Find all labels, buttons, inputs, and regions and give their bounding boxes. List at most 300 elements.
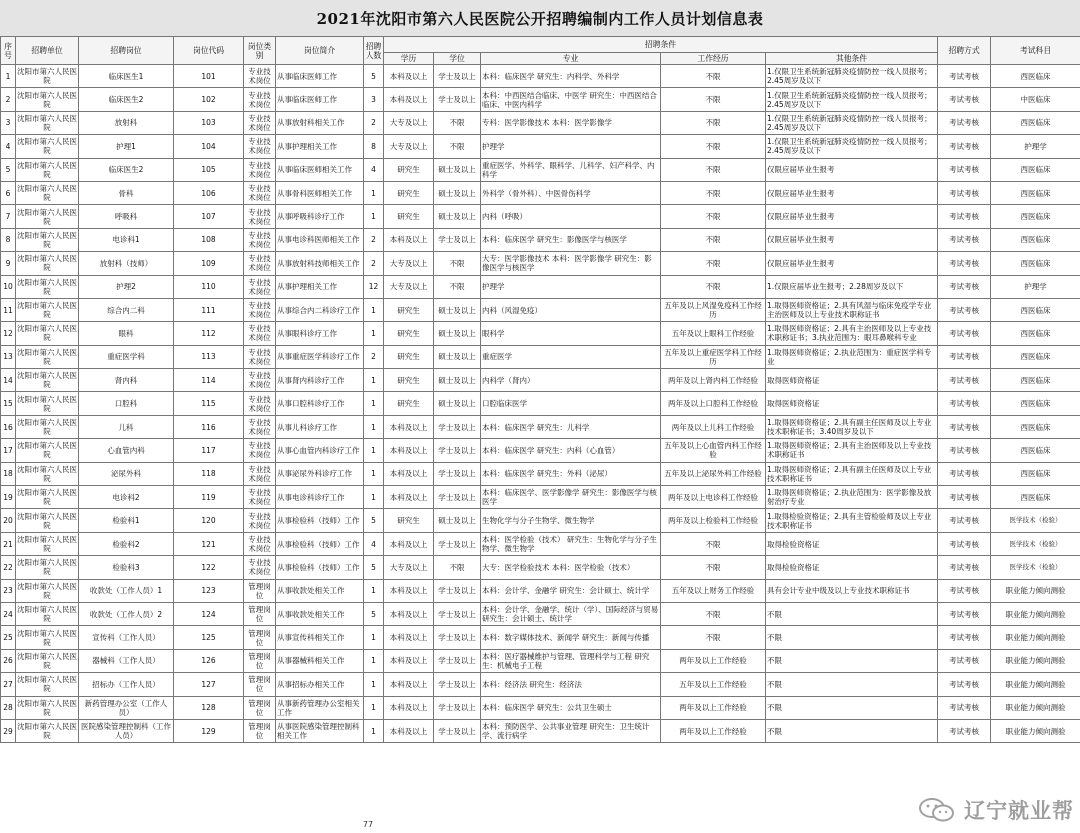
table-row <box>1 649 1080 672</box>
cell-count: 1 <box>364 673 384 696</box>
cell-category: 专业技术岗位 <box>244 298 276 321</box>
cell-position: 心血管内科 <box>79 439 174 462</box>
cell-position: 医院感染管理控制科（工作人员） <box>79 719 174 742</box>
cell-intro: 从事临床医师工作 <box>276 65 364 88</box>
cell-category: 专业技术岗位 <box>244 135 276 158</box>
cell-intro: 从事综合内二科诊疗工作 <box>276 298 364 321</box>
cell-category: 专业技术岗位 <box>244 462 276 485</box>
cell-experience: 五年及以上重症医学科工作经历 <box>661 345 766 368</box>
cell-other: 1.取得检验资格证；2.具有主管检验师及以上专业技术职称证书 <box>766 509 938 532</box>
cell-other: 不限 <box>766 696 938 719</box>
cell-code: 103 <box>174 111 244 134</box>
cell-position: 电诊科1 <box>79 228 174 251</box>
cell-category: 专业技术岗位 <box>244 486 276 509</box>
cell-code: 124 <box>174 602 244 625</box>
cell-seq: 21 <box>1 532 16 555</box>
cell-other: 1.取得医师资格证；2.具有主治医师及以上专业技术职称证书 <box>766 439 938 462</box>
cell-other: 仅限应届毕业生报考 <box>766 252 938 275</box>
cell-other: 1.仅限卫生系统新冠肺炎疫情防控一线人员报考；2.45周岁及以下 <box>766 88 938 111</box>
table-row <box>1 719 1080 742</box>
cell-category: 专业技术岗位 <box>244 88 276 111</box>
cell-other: 不限 <box>766 649 938 672</box>
cell-degree: 不限 <box>434 252 481 275</box>
cell-degree: 不限 <box>434 556 481 579</box>
cell-major: 本科：会计学、金融学 研究生：会计硕士、统计学 <box>481 579 661 602</box>
cell-major: 护理学 <box>481 275 661 298</box>
table-row <box>1 205 1080 228</box>
cell-experience: 两年及以上工作经验 <box>661 719 766 742</box>
cell-seq: 23 <box>1 579 16 602</box>
cell-category: 专业技术岗位 <box>244 439 276 462</box>
cell-seq: 11 <box>1 298 16 321</box>
cell-count: 2 <box>364 228 384 251</box>
cell-method: 考试考核 <box>938 486 991 509</box>
cell-seq: 15 <box>1 392 16 415</box>
cell-category: 管理岗位 <box>244 673 276 696</box>
watermark <box>916 795 1074 825</box>
cell-degree: 学士及以上 <box>434 88 481 111</box>
cell-count: 1 <box>364 392 384 415</box>
cell-degree: 硕士及以上 <box>434 158 481 181</box>
header-conditions: 招聘条件 <box>384 37 938 53</box>
cell-unit: 沈阳市第六人民医院 <box>16 602 79 625</box>
cell-degree: 不限 <box>434 111 481 134</box>
cell-count: 5 <box>364 556 384 579</box>
table-row <box>1 65 1080 88</box>
cell-code: 122 <box>174 556 244 579</box>
cell-experience: 不限 <box>661 532 766 555</box>
cell-seq: 28 <box>1 696 16 719</box>
cell-intro: 从事新药管理办公室相关工作 <box>276 696 364 719</box>
table-row <box>1 252 1080 275</box>
cell-method: 考试考核 <box>938 369 991 392</box>
cell-method: 考试考核 <box>938 626 991 649</box>
cell-code: 114 <box>174 369 244 392</box>
cell-degree: 学士及以上 <box>434 228 481 251</box>
cell-subject: 西医临床 <box>991 111 1080 134</box>
cell-category: 专业技术岗位 <box>244 205 276 228</box>
cell-education: 研究生 <box>384 205 434 228</box>
cell-intro: 从事护理相关工作 <box>276 275 364 298</box>
cell-intro: 从事肾内科诊疗工作 <box>276 369 364 392</box>
cell-major: 重症医学 <box>481 345 661 368</box>
cell-experience: 不限 <box>661 135 766 158</box>
cell-unit: 沈阳市第六人民医院 <box>16 158 79 181</box>
cell-major: 本科：医疗器械维护与管理、管理科学与工程 研究生：机械电子工程 <box>481 649 661 672</box>
table-row <box>1 696 1080 719</box>
cell-count: 4 <box>364 532 384 555</box>
cell-position: 临床医生2 <box>79 158 174 181</box>
cell-subject: 西医临床 <box>991 415 1080 438</box>
cell-code: 129 <box>174 719 244 742</box>
cell-code: 113 <box>174 345 244 368</box>
cell-intro: 从事重症医学科诊疗工作 <box>276 345 364 368</box>
cell-count: 1 <box>364 298 384 321</box>
cell-education: 本科及以上 <box>384 486 434 509</box>
cell-seq: 8 <box>1 228 16 251</box>
cell-subject: 职业能力倾向测验 <box>991 649 1080 672</box>
cell-category: 管理岗位 <box>244 602 276 625</box>
cell-unit: 沈阳市第六人民医院 <box>16 369 79 392</box>
cell-category: 专业技术岗位 <box>244 415 276 438</box>
cell-unit: 沈阳市第六人民医院 <box>16 205 79 228</box>
cell-seq: 2 <box>1 88 16 111</box>
cell-experience: 不限 <box>661 111 766 134</box>
cell-position: 眼科 <box>79 322 174 345</box>
cell-seq: 27 <box>1 673 16 696</box>
cell-major: 本科：临床医学 研究生：内科学、外科学 <box>481 65 661 88</box>
cell-experience: 五年及以上眼科工作经验 <box>661 322 766 345</box>
cell-experience: 五年及以上心血管内科工作经验 <box>661 439 766 462</box>
cell-position: 临床医生2 <box>79 88 174 111</box>
cell-count: 5 <box>364 509 384 532</box>
cell-seq: 9 <box>1 252 16 275</box>
cell-subject: 西医临床 <box>991 392 1080 415</box>
cell-seq: 29 <box>1 719 16 742</box>
cell-subject: 西医临床 <box>991 462 1080 485</box>
cell-unit: 沈阳市第六人民医院 <box>16 532 79 555</box>
cell-other: 1.取得医师资格证；2.具有副主任医师及以上专业技术职称证书 <box>766 462 938 485</box>
cell-method: 考试考核 <box>938 228 991 251</box>
cell-code: 117 <box>174 439 244 462</box>
cell-position: 重症医学科 <box>79 345 174 368</box>
cell-count: 12 <box>364 275 384 298</box>
cell-education: 本科及以上 <box>384 602 434 625</box>
cell-position: 宣传科（工作人员） <box>79 626 174 649</box>
cell-major: 生物化学与分子生物学、微生物学 <box>481 509 661 532</box>
cell-intro: 从事收款处相关工作 <box>276 602 364 625</box>
cell-intro: 从事心血管内科诊疗工作 <box>276 439 364 462</box>
cell-subject: 职业能力倾向测验 <box>991 673 1080 696</box>
cell-code: 128 <box>174 696 244 719</box>
cell-category: 专业技术岗位 <box>244 532 276 555</box>
cell-method: 考试考核 <box>938 88 991 111</box>
cell-education: 本科及以上 <box>384 579 434 602</box>
cell-degree: 学士及以上 <box>434 532 481 555</box>
cell-intro: 从事呼吸科诊疗工作 <box>276 205 364 228</box>
cell-intro: 从事电诊科诊疗工作 <box>276 486 364 509</box>
cell-education: 本科及以上 <box>384 696 434 719</box>
cell-intro: 从事眼科诊疗工作 <box>276 322 364 345</box>
cell-count: 1 <box>364 205 384 228</box>
cell-unit: 沈阳市第六人民医院 <box>16 649 79 672</box>
total-count: 77 <box>362 820 374 829</box>
cell-subject: 医学技术（检验） <box>991 509 1080 532</box>
cell-unit: 沈阳市第六人民医院 <box>16 345 79 368</box>
table-row <box>1 111 1080 134</box>
table-body <box>1 65 1080 743</box>
cell-category: 管理岗位 <box>244 626 276 649</box>
table-row <box>1 509 1080 532</box>
cell-method: 考试考核 <box>938 696 991 719</box>
cell-category: 管理岗位 <box>244 579 276 602</box>
cell-position: 综合内二科 <box>79 298 174 321</box>
cell-method: 考试考核 <box>938 649 991 672</box>
cell-unit: 沈阳市第六人民医院 <box>16 509 79 532</box>
cell-category: 管理岗位 <box>244 649 276 672</box>
cell-degree: 学士及以上 <box>434 65 481 88</box>
cell-degree: 学士及以上 <box>434 579 481 602</box>
cell-count: 3 <box>364 88 384 111</box>
cell-other: 1.仅限卫生系统新冠肺炎疫情防控一线人员报考；2.45周岁及以下 <box>766 65 938 88</box>
cell-other: 1.仅限卫生系统新冠肺炎疫情防控一线人员报考；2.45周岁及以下 <box>766 135 938 158</box>
cell-education: 本科及以上 <box>384 88 434 111</box>
header-method: 招聘方式 <box>938 37 991 65</box>
cell-method: 考试考核 <box>938 298 991 321</box>
cell-education: 本科及以上 <box>384 462 434 485</box>
cell-other: 1.取得医师资格证；2.具有副主任医师及以上专业技术职称证书；3.40周岁及以下 <box>766 415 938 438</box>
cell-intro: 从事器械科相关工作 <box>276 649 364 672</box>
cell-method: 考试考核 <box>938 439 991 462</box>
cell-count: 5 <box>364 602 384 625</box>
cell-code: 116 <box>174 415 244 438</box>
cell-degree: 学士及以上 <box>434 602 481 625</box>
cell-position: 收款处（工作人员）2 <box>79 602 174 625</box>
cell-subject: 职业能力倾向测验 <box>991 602 1080 625</box>
table-row <box>1 579 1080 602</box>
cell-other: 不限 <box>766 602 938 625</box>
cell-education: 研究生 <box>384 509 434 532</box>
cell-intro: 从事放射科相关工作 <box>276 111 364 134</box>
table-row <box>1 462 1080 485</box>
cell-education: 大专及以上 <box>384 275 434 298</box>
header-degree: 学位 <box>434 53 481 65</box>
cell-major: 本科：医学检验（技术） 研究生：生物化学与分子生物学、微生物学 <box>481 532 661 555</box>
cell-code: 127 <box>174 673 244 696</box>
cell-intro: 从事收款处相关工作 <box>276 579 364 602</box>
cell-unit: 沈阳市第六人民医院 <box>16 556 79 579</box>
cell-count: 1 <box>364 322 384 345</box>
cell-count: 4 <box>364 158 384 181</box>
cell-education: 研究生 <box>384 345 434 368</box>
cell-method: 考试考核 <box>938 719 991 742</box>
cell-seq: 6 <box>1 181 16 204</box>
cell-major: 本科：中西医结合临床、中医学 研究生：中西医结合临床、中医内科学 <box>481 88 661 111</box>
cell-category: 专业技术岗位 <box>244 509 276 532</box>
cell-seq: 4 <box>1 135 16 158</box>
table-row <box>1 135 1080 158</box>
cell-seq: 12 <box>1 322 16 345</box>
cell-experience: 不限 <box>661 556 766 579</box>
cell-intro: 从事招标办相关工作 <box>276 673 364 696</box>
cell-unit: 沈阳市第六人民医院 <box>16 696 79 719</box>
cell-major: 大专：医学影像技术 本科：医学影像学 研究生：影像医学与核医学 <box>481 252 661 275</box>
cell-subject: 护理学 <box>991 135 1080 158</box>
cell-intro: 从事护理相关工作 <box>276 135 364 158</box>
cell-seq: 18 <box>1 462 16 485</box>
cell-other: 取得检验资格证 <box>766 556 938 579</box>
cell-count: 1 <box>364 626 384 649</box>
cell-other: 仅限应届毕业生报考 <box>766 181 938 204</box>
cell-method: 考试考核 <box>938 135 991 158</box>
cell-experience: 五年及以上财务工作经验 <box>661 579 766 602</box>
cell-subject: 中医临床 <box>991 88 1080 111</box>
cell-experience: 两年及以上肾内科工作经验 <box>661 369 766 392</box>
cell-unit: 沈阳市第六人民医院 <box>16 392 79 415</box>
header-education: 学历 <box>384 53 434 65</box>
cell-major: 本科：临床医学 研究生：内科（心血管） <box>481 439 661 462</box>
cell-major: 本科：临床医学 研究生：公共卫生硕士 <box>481 696 661 719</box>
cell-category: 专业技术岗位 <box>244 228 276 251</box>
cell-education: 本科及以上 <box>384 532 434 555</box>
cell-method: 考试考核 <box>938 158 991 181</box>
table-row <box>1 345 1080 368</box>
header-experience: 工作经历 <box>661 53 766 65</box>
cell-subject: 西医临床 <box>991 252 1080 275</box>
cell-unit: 沈阳市第六人民医院 <box>16 579 79 602</box>
cell-subject: 西医临床 <box>991 439 1080 462</box>
cell-category: 管理岗位 <box>244 696 276 719</box>
cell-education: 研究生 <box>384 369 434 392</box>
cell-code: 119 <box>174 486 244 509</box>
cell-experience: 不限 <box>661 88 766 111</box>
table-header <box>1 37 1080 65</box>
cell-subject: 职业能力倾向测验 <box>991 579 1080 602</box>
cell-category: 专业技术岗位 <box>244 392 276 415</box>
cell-subject: 职业能力倾向测验 <box>991 719 1080 742</box>
table-row <box>1 602 1080 625</box>
cell-degree: 学士及以上 <box>434 462 481 485</box>
cell-method: 考试考核 <box>938 345 991 368</box>
cell-method: 考试考核 <box>938 205 991 228</box>
cell-method: 考试考核 <box>938 509 991 532</box>
cell-position: 泌尿外科 <box>79 462 174 485</box>
cell-position: 新药管理办公室（工作人员） <box>79 696 174 719</box>
cell-count: 1 <box>364 369 384 392</box>
cell-education: 本科及以上 <box>384 228 434 251</box>
cell-subject: 西医临床 <box>991 298 1080 321</box>
header-subject: 考试科目 <box>991 37 1080 65</box>
cell-experience: 不限 <box>661 602 766 625</box>
cell-intro: 从事儿科诊疗工作 <box>276 415 364 438</box>
cell-method: 考试考核 <box>938 556 991 579</box>
cell-position: 儿科 <box>79 415 174 438</box>
cell-category: 专业技术岗位 <box>244 252 276 275</box>
cell-degree: 硕士及以上 <box>434 298 481 321</box>
cell-code: 104 <box>174 135 244 158</box>
table-row <box>1 298 1080 321</box>
cell-method: 考试考核 <box>938 65 991 88</box>
table-row <box>1 486 1080 509</box>
cell-degree: 硕士及以上 <box>434 392 481 415</box>
cell-position: 放射科 <box>79 111 174 134</box>
cell-education: 本科及以上 <box>384 439 434 462</box>
cell-experience: 不限 <box>661 228 766 251</box>
cell-experience: 两年及以上儿科工作经验 <box>661 415 766 438</box>
cell-intro: 从事泌尿外科诊疗工作 <box>276 462 364 485</box>
cell-other: 仅限应届毕业生报考 <box>766 205 938 228</box>
cell-position: 电诊科2 <box>79 486 174 509</box>
cell-experience: 五年及以上风湿免疫科工作经历 <box>661 298 766 321</box>
cell-other: 取得医师资格证 <box>766 369 938 392</box>
cell-major: 护理学 <box>481 135 661 158</box>
cell-degree: 学士及以上 <box>434 626 481 649</box>
cell-seq: 3 <box>1 111 16 134</box>
cell-position: 检验科1 <box>79 509 174 532</box>
cell-education: 大专及以上 <box>384 111 434 134</box>
cell-count: 1 <box>364 462 384 485</box>
cell-code: 107 <box>174 205 244 228</box>
cell-count: 2 <box>364 345 384 368</box>
table-row <box>1 228 1080 251</box>
cell-position: 收款处（工作人员）1 <box>79 579 174 602</box>
cell-subject: 西医临床 <box>991 369 1080 392</box>
cell-major: 眼科学 <box>481 322 661 345</box>
cell-unit: 沈阳市第六人民医院 <box>16 228 79 251</box>
header-unit: 招聘单位 <box>16 37 79 65</box>
cell-category: 专业技术岗位 <box>244 275 276 298</box>
cell-major: 口腔临床医学 <box>481 392 661 415</box>
header-other: 其他条件 <box>766 53 938 65</box>
cell-unit: 沈阳市第六人民医院 <box>16 719 79 742</box>
cell-experience: 不限 <box>661 181 766 204</box>
cell-code: 109 <box>174 252 244 275</box>
cell-major: 内科（呼吸） <box>481 205 661 228</box>
cell-major: 本科：临床医学、医学影像学 研究生：影像医学与核医学 <box>481 486 661 509</box>
cell-unit: 沈阳市第六人民医院 <box>16 298 79 321</box>
cell-subject: 西医临床 <box>991 345 1080 368</box>
cell-other: 1.取得医师资格证；2.具有主治医师及以上专业技术职称证书；3.执业范围为：眼耳鼻喉科专业 <box>766 322 938 345</box>
cell-intro: 从事医院感染管理控制科相关工作 <box>276 719 364 742</box>
cell-education: 本科及以上 <box>384 65 434 88</box>
cell-seq: 24 <box>1 602 16 625</box>
cell-intro: 从事骨科医师相关工作 <box>276 181 364 204</box>
cell-subject: 医学技术（检验） <box>991 556 1080 579</box>
cell-education: 本科及以上 <box>384 415 434 438</box>
cell-code: 123 <box>174 579 244 602</box>
cell-unit: 沈阳市第六人民医院 <box>16 275 79 298</box>
cell-experience: 两年及以上工作经验 <box>661 696 766 719</box>
cell-code: 126 <box>174 649 244 672</box>
header-category: 岗位类别 <box>244 37 276 65</box>
table-row <box>1 556 1080 579</box>
cell-position: 肾内科 <box>79 369 174 392</box>
cell-experience: 五年及以上泌尿外科工作经验 <box>661 462 766 485</box>
cell-experience: 不限 <box>661 158 766 181</box>
cell-subject: 护理学 <box>991 275 1080 298</box>
cell-method: 考试考核 <box>938 602 991 625</box>
cell-code: 115 <box>174 392 244 415</box>
cell-count: 8 <box>364 135 384 158</box>
cell-position: 检验科3 <box>79 556 174 579</box>
cell-degree: 学士及以上 <box>434 649 481 672</box>
cell-other: 具有会计专业中级及以上专业技术职称证书 <box>766 579 938 602</box>
cell-subject: 医学技术（检验） <box>991 532 1080 555</box>
cell-code: 110 <box>174 275 244 298</box>
header-count: 招聘人数 <box>364 37 384 65</box>
cell-major: 本科：数字媒体技术、新闻学 研究生：新闻与传播 <box>481 626 661 649</box>
cell-education: 研究生 <box>384 158 434 181</box>
cell-count: 2 <box>364 111 384 134</box>
cell-code: 101 <box>174 65 244 88</box>
cell-degree: 硕士及以上 <box>434 322 481 345</box>
cell-subject: 西医临床 <box>991 181 1080 204</box>
cell-degree: 学士及以上 <box>434 673 481 696</box>
cell-code: 120 <box>174 509 244 532</box>
cell-experience: 两年及以上检验科工作经验 <box>661 509 766 532</box>
cell-intro: 从事宣传科相关工作 <box>276 626 364 649</box>
cell-other: 1.仅限卫生系统新冠肺炎疫情防控一线人员报考；2.45周岁及以下 <box>766 111 938 134</box>
table-row <box>1 415 1080 438</box>
cell-other: 不限 <box>766 673 938 696</box>
cell-category: 专业技术岗位 <box>244 369 276 392</box>
table-row <box>1 532 1080 555</box>
cell-degree: 硕士及以上 <box>434 369 481 392</box>
cell-intro: 从事检验科（技师）工作 <box>276 556 364 579</box>
cell-category: 专业技术岗位 <box>244 181 276 204</box>
cell-subject: 西医临床 <box>991 65 1080 88</box>
cell-unit: 沈阳市第六人民医院 <box>16 462 79 485</box>
